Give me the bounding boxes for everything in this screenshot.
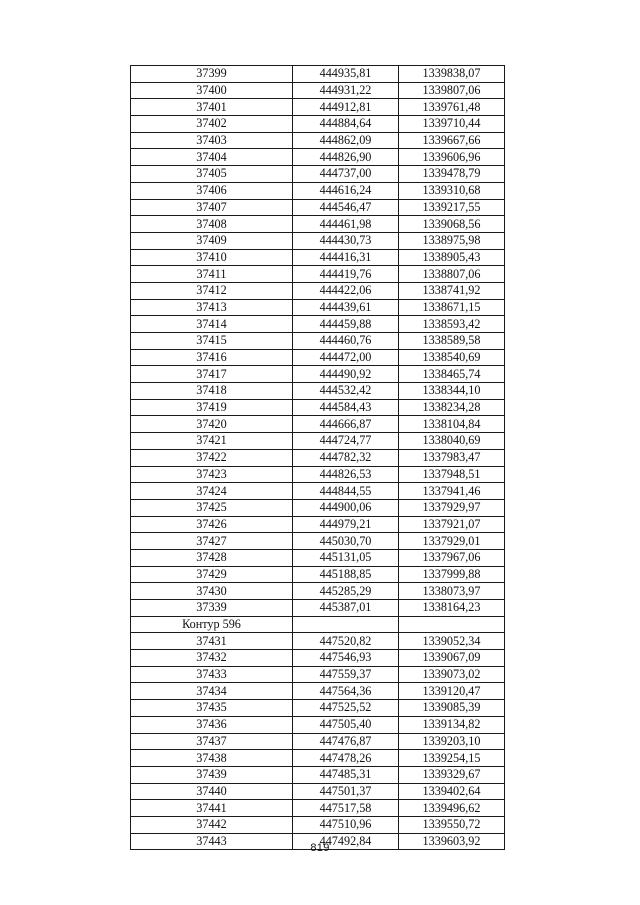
table-row: [131, 650, 505, 667]
table-row: [131, 766, 505, 783]
point-number-cell: 37414: [131, 316, 293, 333]
table-row: [131, 449, 505, 466]
table-row: [131, 216, 505, 233]
point-number-cell: 37431: [131, 633, 293, 650]
x-coordinate-cell: 447510,96: [293, 816, 399, 833]
point-number-cell: 37400: [131, 82, 293, 99]
point-number-cell: 37420: [131, 416, 293, 433]
table-row: [131, 633, 505, 650]
page-number: 819: [310, 842, 330, 854]
y-coordinate-cell: 1339068,56: [399, 216, 505, 233]
point-number-cell: 37432: [131, 650, 293, 667]
point-number-cell: 37437: [131, 733, 293, 750]
y-coordinate-cell: 1338234,28: [399, 399, 505, 416]
x-coordinate-cell: 445030,70: [293, 533, 399, 550]
y-coordinate-cell: 1338073,97: [399, 583, 505, 600]
table-row: [131, 666, 505, 683]
point-number-cell: 37422: [131, 449, 293, 466]
x-coordinate-cell: 444979,21: [293, 516, 399, 533]
point-number-cell: 37412: [131, 282, 293, 299]
x-coordinate-cell: 444666,87: [293, 416, 399, 433]
x-coordinate-cell: 444616,24: [293, 182, 399, 199]
table-row: [131, 600, 505, 617]
y-coordinate-cell: 1339203,10: [399, 733, 505, 750]
point-number-cell: 37438: [131, 750, 293, 767]
x-coordinate-cell: 444416,31: [293, 249, 399, 266]
y-coordinate-cell: 1339550,72: [399, 816, 505, 833]
table-row: [131, 349, 505, 366]
table-row: [131, 783, 505, 800]
y-coordinate-cell: 1339710,44: [399, 116, 505, 133]
y-coordinate-cell: 1338164,23: [399, 600, 505, 617]
point-number-cell: 37441: [131, 800, 293, 817]
x-coordinate-cell: 447476,87: [293, 733, 399, 750]
y-coordinate-cell: 1338975,98: [399, 232, 505, 249]
point-number-cell: 37428: [131, 549, 293, 566]
table-row: [131, 299, 505, 316]
point-number-cell: 37408: [131, 216, 293, 233]
point-number-cell: 37399: [131, 66, 293, 83]
y-coordinate-cell: 1338344,10: [399, 383, 505, 400]
point-number-cell: 37411: [131, 266, 293, 283]
point-number-cell: 37424: [131, 483, 293, 500]
y-coordinate-cell: 1338593,42: [399, 316, 505, 333]
table-row: [131, 566, 505, 583]
table-row: [131, 182, 505, 199]
table-row: [131, 399, 505, 416]
table-row: [131, 716, 505, 733]
y-coordinate-cell: 1337967,06: [399, 549, 505, 566]
x-coordinate-cell: 444724,77: [293, 433, 399, 450]
x-coordinate-cell: 447505,40: [293, 716, 399, 733]
x-coordinate-cell: 445387,01: [293, 600, 399, 617]
y-coordinate-cell: 1339052,34: [399, 633, 505, 650]
table-row: [131, 433, 505, 450]
empty-cell: [293, 616, 399, 633]
point-number-cell: 37421: [131, 433, 293, 450]
y-coordinate-cell: 1339329,67: [399, 766, 505, 783]
y-coordinate-cell: 1338104,84: [399, 416, 505, 433]
y-coordinate-cell: 1338807,06: [399, 266, 505, 283]
point-number-cell: 37407: [131, 199, 293, 216]
y-coordinate-cell: 1338905,43: [399, 249, 505, 266]
x-coordinate-cell: 447501,37: [293, 783, 399, 800]
table-row: [131, 333, 505, 350]
table-row: [131, 82, 505, 99]
table-row: [131, 683, 505, 700]
point-number-cell: 37418: [131, 383, 293, 400]
point-number-cell: 37433: [131, 666, 293, 683]
table-row: [131, 583, 505, 600]
table-row: [131, 99, 505, 116]
point-number-cell: 37440: [131, 783, 293, 800]
point-number-cell: 37435: [131, 700, 293, 717]
y-coordinate-cell: 1339073,02: [399, 666, 505, 683]
table-row: [131, 549, 505, 566]
point-number-cell: 37402: [131, 116, 293, 133]
x-coordinate-cell: 444826,53: [293, 466, 399, 483]
table-row: [131, 416, 505, 433]
y-coordinate-cell: 1339603,92: [399, 833, 505, 850]
x-coordinate-cell: 444532,42: [293, 383, 399, 400]
y-coordinate-cell: 1339402,64: [399, 783, 505, 800]
y-coordinate-cell: 1338540,69: [399, 349, 505, 366]
x-coordinate-cell: 447485,31: [293, 766, 399, 783]
table-row: [131, 166, 505, 183]
y-coordinate-cell: 1337921,07: [399, 516, 505, 533]
x-coordinate-cell: 444884,64: [293, 116, 399, 133]
x-coordinate-cell: 445188,85: [293, 566, 399, 583]
empty-cell: [399, 616, 505, 633]
table-row: [131, 750, 505, 767]
y-coordinate-cell: 1337941,46: [399, 483, 505, 500]
y-coordinate-cell: 1339134,82: [399, 716, 505, 733]
table-row: [131, 249, 505, 266]
x-coordinate-cell: 447478,26: [293, 750, 399, 767]
y-coordinate-cell: 1338741,92: [399, 282, 505, 299]
table-row: [131, 700, 505, 717]
point-number-cell: 37439: [131, 766, 293, 783]
y-coordinate-cell: 1337983,47: [399, 449, 505, 466]
x-coordinate-cell: 447520,82: [293, 633, 399, 650]
table-row: [131, 316, 505, 333]
table-row: [131, 366, 505, 383]
point-number-cell: 37405: [131, 166, 293, 183]
x-coordinate-cell: 444912,81: [293, 99, 399, 116]
x-coordinate-cell: 447559,37: [293, 666, 399, 683]
x-coordinate-cell: 447492,84: [293, 833, 399, 850]
table-row: [131, 499, 505, 516]
x-coordinate-cell: 447517,58: [293, 800, 399, 817]
y-coordinate-cell: 1337929,01: [399, 533, 505, 550]
point-number-cell: 37427: [131, 533, 293, 550]
x-coordinate-cell: 444862,09: [293, 132, 399, 149]
y-coordinate-cell: 1337929,97: [399, 499, 505, 516]
y-coordinate-cell: 1337948,51: [399, 466, 505, 483]
table-row: [131, 232, 505, 249]
y-coordinate-cell: 1339667,66: [399, 132, 505, 149]
x-coordinate-cell: 444472,00: [293, 349, 399, 366]
point-number-cell: 37404: [131, 149, 293, 166]
x-coordinate-cell: 445131,05: [293, 549, 399, 566]
table-row: [131, 733, 505, 750]
table-row: [131, 383, 505, 400]
point-number-cell: 37401: [131, 99, 293, 116]
y-coordinate-cell: 1339478,79: [399, 166, 505, 183]
x-coordinate-cell: 444844,55: [293, 483, 399, 500]
point-number-cell: 37409: [131, 232, 293, 249]
x-coordinate-cell: 444935,81: [293, 66, 399, 83]
y-coordinate-cell: 1339085,39: [399, 700, 505, 717]
x-coordinate-cell: 444931,22: [293, 82, 399, 99]
y-coordinate-cell: 1339254,15: [399, 750, 505, 767]
x-coordinate-cell: 444900,06: [293, 499, 399, 516]
y-coordinate-cell: 1339120,47: [399, 683, 505, 700]
point-number-cell: 37434: [131, 683, 293, 700]
y-coordinate-cell: 1339761,48: [399, 99, 505, 116]
x-coordinate-cell: 444546,47: [293, 199, 399, 216]
y-coordinate-cell: 1338465,74: [399, 366, 505, 383]
y-coordinate-cell: 1339606,96: [399, 149, 505, 166]
section-header-row: [131, 616, 505, 633]
y-coordinate-cell: 1339217,55: [399, 199, 505, 216]
y-coordinate-cell: 1339838,07: [399, 66, 505, 83]
y-coordinate-cell: 1338671,15: [399, 299, 505, 316]
point-number-cell: 37339: [131, 600, 293, 617]
point-number-cell: 37403: [131, 132, 293, 149]
x-coordinate-cell: 444459,88: [293, 316, 399, 333]
x-coordinate-cell: 447525,52: [293, 700, 399, 717]
point-number-cell: 37429: [131, 566, 293, 583]
table-row: [131, 282, 505, 299]
y-coordinate-cell: 1338040,69: [399, 433, 505, 450]
point-number-cell: 37410: [131, 249, 293, 266]
table-row: [131, 199, 505, 216]
x-coordinate-cell: 444782,32: [293, 449, 399, 466]
point-number-cell: 37426: [131, 516, 293, 533]
table-row: [131, 116, 505, 133]
point-number-cell: 37423: [131, 466, 293, 483]
y-coordinate-cell: 1339496,62: [399, 800, 505, 817]
point-number-cell: 37406: [131, 182, 293, 199]
table-row: [131, 533, 505, 550]
point-number-cell: 37413: [131, 299, 293, 316]
x-coordinate-cell: 444584,43: [293, 399, 399, 416]
x-coordinate-cell: 444439,61: [293, 299, 399, 316]
y-coordinate-cell: 1339807,06: [399, 82, 505, 99]
table-row: [131, 132, 505, 149]
x-coordinate-cell: 444461,98: [293, 216, 399, 233]
table-row: [131, 66, 505, 83]
point-number-cell: 37425: [131, 499, 293, 516]
table-row: [131, 149, 505, 166]
y-coordinate-cell: 1339067,09: [399, 650, 505, 667]
y-coordinate-cell: 1337999,88: [399, 566, 505, 583]
x-coordinate-cell: 444419,76: [293, 266, 399, 283]
x-coordinate-cell: 444460,76: [293, 333, 399, 350]
x-coordinate-cell: 447546,93: [293, 650, 399, 667]
point-number-cell: 37430: [131, 583, 293, 600]
coordinates-table-body: [131, 66, 505, 850]
coordinates-table: [130, 65, 505, 850]
point-number-cell: 37417: [131, 366, 293, 383]
table-row: [131, 266, 505, 283]
table-row: [131, 483, 505, 500]
x-coordinate-cell: 444737,00: [293, 166, 399, 183]
x-coordinate-cell: 444490,92: [293, 366, 399, 383]
x-coordinate-cell: 444422,06: [293, 282, 399, 299]
table-row: [131, 516, 505, 533]
point-number-cell: 37415: [131, 333, 293, 350]
point-number-cell: 37436: [131, 716, 293, 733]
x-coordinate-cell: 444430,73: [293, 232, 399, 249]
point-number-cell: 37416: [131, 349, 293, 366]
x-coordinate-cell: 444826,90: [293, 149, 399, 166]
point-number-cell: 37443: [131, 833, 293, 850]
section-label: Контур 596: [131, 616, 293, 633]
y-coordinate-cell: 1339310,68: [399, 182, 505, 199]
y-coordinate-cell: 1338589,58: [399, 333, 505, 350]
x-coordinate-cell: 445285,29: [293, 583, 399, 600]
point-number-cell: 37442: [131, 816, 293, 833]
point-number-cell: 37419: [131, 399, 293, 416]
x-coordinate-cell: 447564,36: [293, 683, 399, 700]
table-row: [131, 816, 505, 833]
table-row: [131, 800, 505, 817]
table-row: [131, 466, 505, 483]
